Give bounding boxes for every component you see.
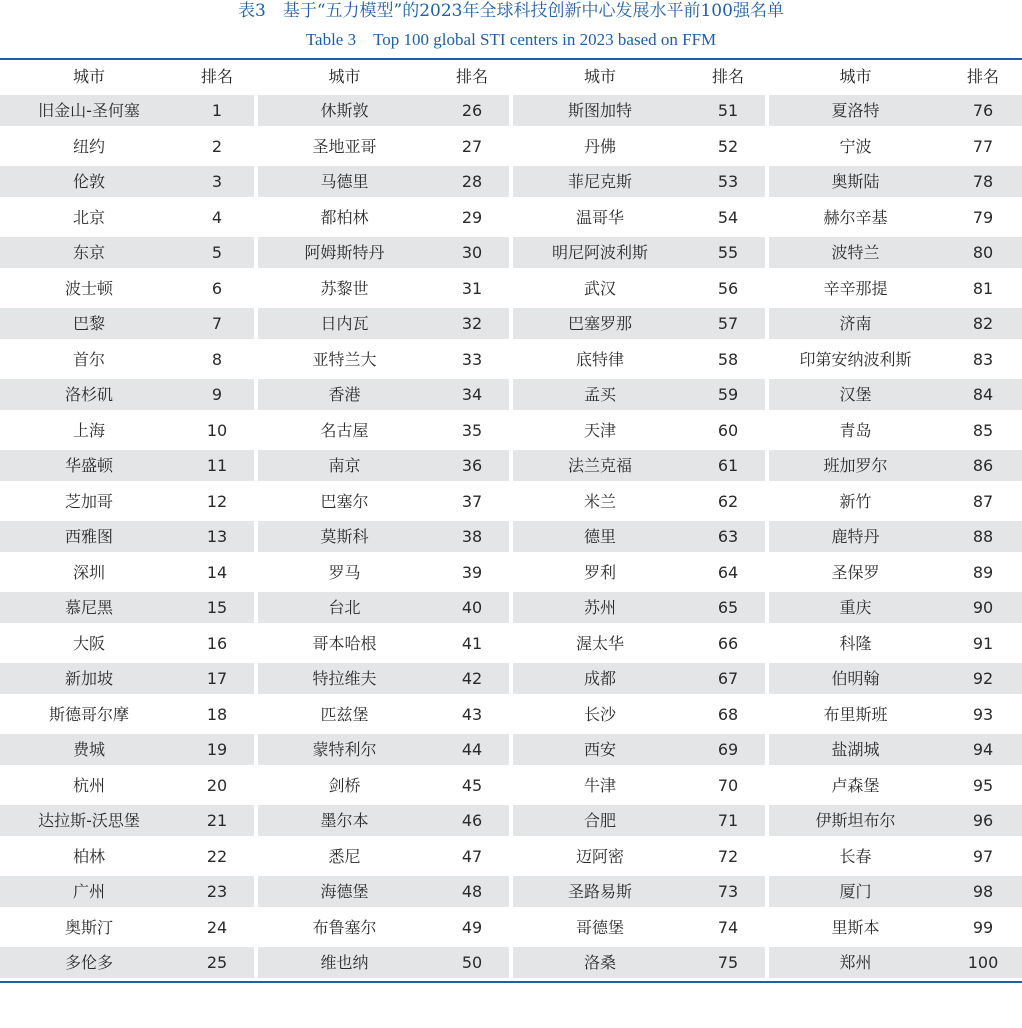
rank-cell: 10: [206, 420, 228, 440]
table-row: [0, 271, 1022, 307]
rank-cell: 100: [967, 953, 999, 972]
rank-cell: 73: [717, 882, 739, 901]
rank-cell: 42: [461, 669, 483, 688]
header-city-2: 城市: [328, 67, 361, 86]
city-cell: 南京: [328, 456, 361, 475]
table-row: [0, 555, 1022, 591]
table-row: [0, 235, 1022, 271]
city-cell: 印第安纳波利斯: [799, 349, 912, 369]
rank-cell: 49: [461, 917, 483, 937]
table-row: [0, 129, 1022, 165]
table-row: [0, 732, 1022, 768]
rank-cell: 15: [206, 598, 228, 617]
table-body: [0, 93, 1022, 981]
rank-cell: 37: [461, 491, 483, 511]
table-row: [0, 590, 1022, 626]
rank-cell: 19: [206, 740, 228, 759]
rank-cell: 96: [972, 811, 994, 830]
city-cell: 重庆: [839, 598, 872, 617]
city-cell: 斯图加特: [567, 101, 632, 120]
city-cell: 首尔: [72, 349, 105, 369]
city-cell: 科隆: [839, 633, 872, 653]
city-cell: 剑桥: [328, 775, 361, 795]
city-cell: 旧金山-圣何塞: [38, 101, 140, 120]
city-cell: 深圳: [72, 562, 105, 582]
rank-cell: 93: [972, 704, 994, 724]
rank-cell: 83: [972, 349, 994, 369]
header-rank-3: 排名: [711, 67, 744, 86]
rank-cell: 45: [461, 775, 483, 795]
table-row: [0, 306, 1022, 342]
city-cell: 墨尔本: [320, 811, 369, 830]
city-cell: 德里: [583, 527, 616, 546]
table-row: [0, 839, 1022, 875]
rank-cell: 56: [717, 278, 739, 298]
table-top-rule: [0, 58, 1022, 60]
city-cell: 宁波: [839, 136, 872, 156]
city-cell: 布里斯班: [823, 704, 888, 724]
rank-cell: 27: [461, 136, 483, 156]
city-cell: 广州: [72, 882, 105, 901]
table-row: [0, 342, 1022, 378]
rank-cell: 60: [717, 420, 739, 440]
city-cell: 丹佛: [583, 136, 616, 156]
rank-cell: 32: [461, 314, 483, 333]
city-cell: 苏黎世: [320, 278, 369, 298]
rank-cell: 53: [717, 172, 739, 191]
rank-cell: 98: [972, 882, 994, 901]
header-city-4: 城市: [839, 67, 872, 86]
city-cell: 盐湖城: [831, 740, 880, 759]
rank-cell: 5: [211, 243, 223, 262]
rank-cell: 57: [717, 314, 739, 333]
rank-cell: 2: [211, 136, 223, 156]
city-cell: 菲尼克斯: [567, 172, 632, 191]
rank-cell: 65: [717, 598, 739, 617]
city-cell: 长沙: [583, 704, 616, 724]
city-cell: 罗马: [328, 562, 361, 582]
table-row: [0, 945, 1022, 981]
rank-cell: 78: [972, 172, 994, 191]
header-rank-4: 排名: [966, 67, 999, 86]
rank-cell: 29: [461, 207, 483, 227]
rank-cell: 33: [461, 349, 483, 369]
table-row: [0, 413, 1022, 449]
rank-cell: 6: [211, 278, 223, 298]
rank-cell: 94: [972, 740, 994, 759]
rank-cell: 68: [717, 704, 739, 724]
rank-cell: 9: [211, 385, 223, 404]
city-cell: 班加罗尔: [823, 456, 888, 475]
rank-cell: 11: [206, 456, 228, 475]
rank-cell: 17: [206, 669, 228, 688]
city-cell: 厦门: [839, 882, 872, 901]
table-row: [0, 874, 1022, 910]
table-caption-chinese: 表3 基于“五力模型”的2023年全球科技创新中心发展水平前100强名单: [238, 1, 784, 21]
city-cell: 哥本哈根: [312, 633, 377, 653]
city-cell: 名古屋: [320, 420, 369, 440]
rank-cell: 41: [461, 633, 483, 653]
city-cell: 洛桑: [583, 953, 616, 972]
rank-cell: 30: [461, 243, 483, 262]
city-cell: 郑州: [839, 953, 872, 972]
rank-cell: 84: [972, 385, 994, 404]
rank-cell: 58: [717, 349, 739, 369]
city-cell: 海德堡: [320, 882, 369, 901]
city-cell: 赫尔辛基: [823, 207, 888, 227]
rank-cell: 91: [972, 633, 994, 653]
city-cell: 休斯敦: [320, 101, 369, 120]
rank-cell: 61: [717, 456, 739, 475]
rank-cell: 72: [717, 846, 739, 866]
table-row: [0, 697, 1022, 733]
table-row: [0, 519, 1022, 555]
header-city-3: 城市: [583, 67, 616, 86]
table-row: [0, 377, 1022, 413]
rank-cell: 21: [206, 811, 228, 830]
city-cell: 波特兰: [831, 243, 880, 262]
rank-cell: 13: [206, 527, 228, 546]
rank-cell: 99: [972, 917, 994, 937]
header-rank-2: 排名: [455, 67, 488, 86]
city-cell: 奥斯陆: [831, 172, 880, 191]
city-cell: 莫斯科: [320, 527, 369, 546]
rank-cell: 74: [717, 917, 739, 937]
rank-cell: 82: [972, 314, 994, 333]
city-cell: 多伦多: [64, 953, 113, 972]
rank-cell: 48: [461, 882, 483, 901]
rank-cell: 51: [717, 101, 739, 120]
city-cell: 柏林: [72, 846, 105, 866]
rank-cell: 50: [461, 953, 483, 972]
city-cell: 迈阿密: [575, 846, 624, 866]
rank-cell: 34: [461, 385, 483, 404]
rank-cell: 43: [461, 704, 483, 724]
rank-cell: 77: [972, 136, 994, 156]
city-cell: 济南: [839, 314, 872, 333]
rank-cell: 18: [206, 704, 228, 724]
city-cell: 马德里: [320, 172, 369, 191]
city-cell: 台北: [328, 598, 361, 617]
city-cell: 长春: [839, 846, 872, 866]
rank-cell: 1: [211, 101, 223, 120]
rank-cell: 66: [717, 633, 739, 653]
city-cell: 新竹: [839, 491, 872, 511]
header-rank-1: 排名: [200, 67, 233, 86]
rank-cell: 3: [211, 172, 223, 191]
rank-cell: 39: [461, 562, 483, 582]
rank-cell: 97: [972, 846, 994, 866]
rank-cell: 7: [211, 314, 223, 333]
city-cell: 苏州: [583, 598, 616, 617]
rank-cell: 35: [461, 420, 483, 440]
city-cell: 天津: [583, 420, 616, 440]
rank-cell: 16: [206, 633, 228, 653]
city-cell: 北京: [72, 207, 105, 227]
city-cell: 西安: [583, 740, 616, 759]
city-cell: 上海: [72, 420, 105, 440]
city-cell: 波士顿: [64, 278, 113, 298]
rank-cell: 44: [461, 740, 483, 759]
city-cell: 合肥: [583, 811, 616, 830]
table-header-row: [0, 61, 1022, 93]
table-row: [0, 484, 1022, 520]
city-cell: 新加坡: [64, 669, 113, 688]
city-cell: 米兰: [583, 491, 616, 511]
rank-cell: 12: [206, 491, 228, 511]
rank-cell: 40: [461, 598, 483, 617]
rank-cell: 24: [206, 917, 228, 937]
rank-cell: 36: [461, 456, 483, 475]
rank-cell: 62: [717, 491, 739, 511]
table-row: [0, 626, 1022, 662]
city-cell: 杭州: [72, 775, 105, 795]
city-cell: 西雅图: [64, 527, 113, 546]
city-cell: 伦敦: [72, 172, 105, 191]
city-cell: 日内瓦: [320, 314, 369, 333]
city-cell: 武汉: [583, 278, 616, 298]
city-cell: 都柏林: [320, 207, 369, 227]
city-cell: 华盛顿: [64, 456, 113, 475]
city-cell: 里斯本: [831, 917, 880, 937]
table-row: [0, 661, 1022, 697]
rank-cell: 89: [972, 562, 994, 582]
city-cell: 夏洛特: [831, 101, 880, 120]
city-cell: 布鲁塞尔: [312, 917, 377, 937]
rank-cell: 63: [717, 527, 739, 546]
city-cell: 法兰克福: [567, 456, 632, 475]
city-cell: 明尼阿波利斯: [551, 243, 648, 262]
city-cell: 伯明翰: [831, 669, 880, 688]
city-cell: 阿姆斯特丹: [304, 243, 385, 262]
rank-cell: 28: [461, 172, 483, 191]
rank-cell: 86: [972, 456, 994, 475]
city-cell: 费城: [72, 740, 105, 759]
table-row: [0, 93, 1022, 129]
city-cell: 罗利: [583, 562, 616, 582]
rank-cell: 20: [206, 775, 228, 795]
city-cell: 斯德哥尔摩: [48, 704, 129, 724]
city-cell: 奥斯汀: [64, 917, 113, 937]
city-cell: 亚特兰大: [312, 349, 377, 369]
rank-cell: 47: [461, 846, 483, 866]
city-cell: 渥太华: [575, 633, 624, 653]
city-cell: 慕尼黑: [64, 598, 113, 617]
rank-cell: 87: [972, 491, 994, 511]
city-cell: 芝加哥: [64, 491, 113, 511]
city-cell: 洛杉矶: [64, 385, 113, 404]
rank-cell: 31: [461, 278, 483, 298]
rank-cell: 14: [206, 562, 228, 582]
rank-cell: 95: [972, 775, 994, 795]
table-row: [0, 768, 1022, 804]
table-caption-english: Table 3 Top 100 global STI centers in 2023 based on FFM: [305, 30, 717, 49]
city-cell: 底特律: [575, 349, 624, 369]
city-cell: 纽约: [72, 136, 105, 156]
city-cell: 辛辛那提: [823, 278, 888, 298]
table-row: [0, 910, 1022, 946]
city-cell: 匹兹堡: [320, 704, 369, 724]
city-cell: 卢森堡: [831, 775, 880, 795]
rank-cell: 85: [972, 420, 994, 440]
rank-cell: 64: [717, 562, 739, 582]
header-city-1: 城市: [72, 67, 105, 86]
city-cell: 香港: [328, 385, 361, 404]
rank-cell: 54: [717, 207, 739, 227]
table-bottom-rule: [0, 981, 1022, 983]
rank-cell: 8: [211, 349, 223, 369]
rank-cell: 80: [972, 243, 994, 262]
rank-cell: 38: [461, 527, 483, 546]
table-row: [0, 164, 1022, 200]
rank-cell: 90: [972, 598, 994, 617]
city-cell: 圣保罗: [831, 562, 880, 582]
rank-cell: 88: [972, 527, 994, 546]
table-row: [0, 200, 1022, 236]
city-cell: 维也纳: [320, 953, 369, 972]
rank-cell: 23: [206, 882, 228, 901]
table-row: [0, 448, 1022, 484]
rank-cell: 69: [717, 740, 739, 759]
city-cell: 圣路易斯: [567, 882, 632, 901]
city-cell: 巴塞罗那: [567, 314, 632, 333]
rank-cell: 52: [717, 136, 739, 156]
city-cell: 巴黎: [72, 314, 105, 333]
rank-cell: 59: [717, 385, 739, 404]
rank-cell: 76: [972, 101, 994, 120]
city-cell: 汉堡: [839, 385, 872, 404]
rank-cell: 67: [717, 669, 739, 688]
city-cell: 特拉维夫: [312, 669, 377, 688]
table-row: [0, 803, 1022, 839]
city-cell: 温哥华: [575, 207, 624, 227]
city-cell: 巴塞尔: [320, 491, 369, 511]
city-cell: 悉尼: [328, 846, 361, 866]
rank-cell: 79: [972, 207, 994, 227]
city-cell: 蒙特利尔: [312, 740, 377, 759]
city-cell: 圣地亚哥: [312, 136, 377, 156]
city-cell: 达拉斯-沃思堡: [38, 811, 140, 830]
city-cell: 哥德堡: [575, 917, 624, 937]
city-cell: 鹿特丹: [831, 527, 880, 546]
rank-cell: 75: [717, 953, 739, 972]
rank-cell: 22: [206, 846, 228, 866]
rank-cell: 70: [717, 775, 739, 795]
city-cell: 伊斯坦布尔: [815, 811, 896, 830]
rank-cell: 71: [717, 811, 739, 830]
rank-cell: 25: [206, 953, 228, 972]
rank-cell: 4: [211, 207, 223, 227]
city-cell: 孟买: [583, 385, 616, 404]
city-cell: 牛津: [583, 775, 616, 795]
rank-cell: 92: [972, 669, 994, 688]
city-cell: 东京: [72, 243, 105, 262]
city-cell: 成都: [583, 669, 616, 688]
rank-cell: 81: [972, 278, 994, 298]
city-cell: 青岛: [839, 420, 872, 440]
rank-cell: 46: [461, 811, 483, 830]
rank-cell: 55: [717, 243, 739, 262]
rank-cell: 26: [461, 101, 483, 120]
city-cell: 大阪: [72, 633, 105, 653]
